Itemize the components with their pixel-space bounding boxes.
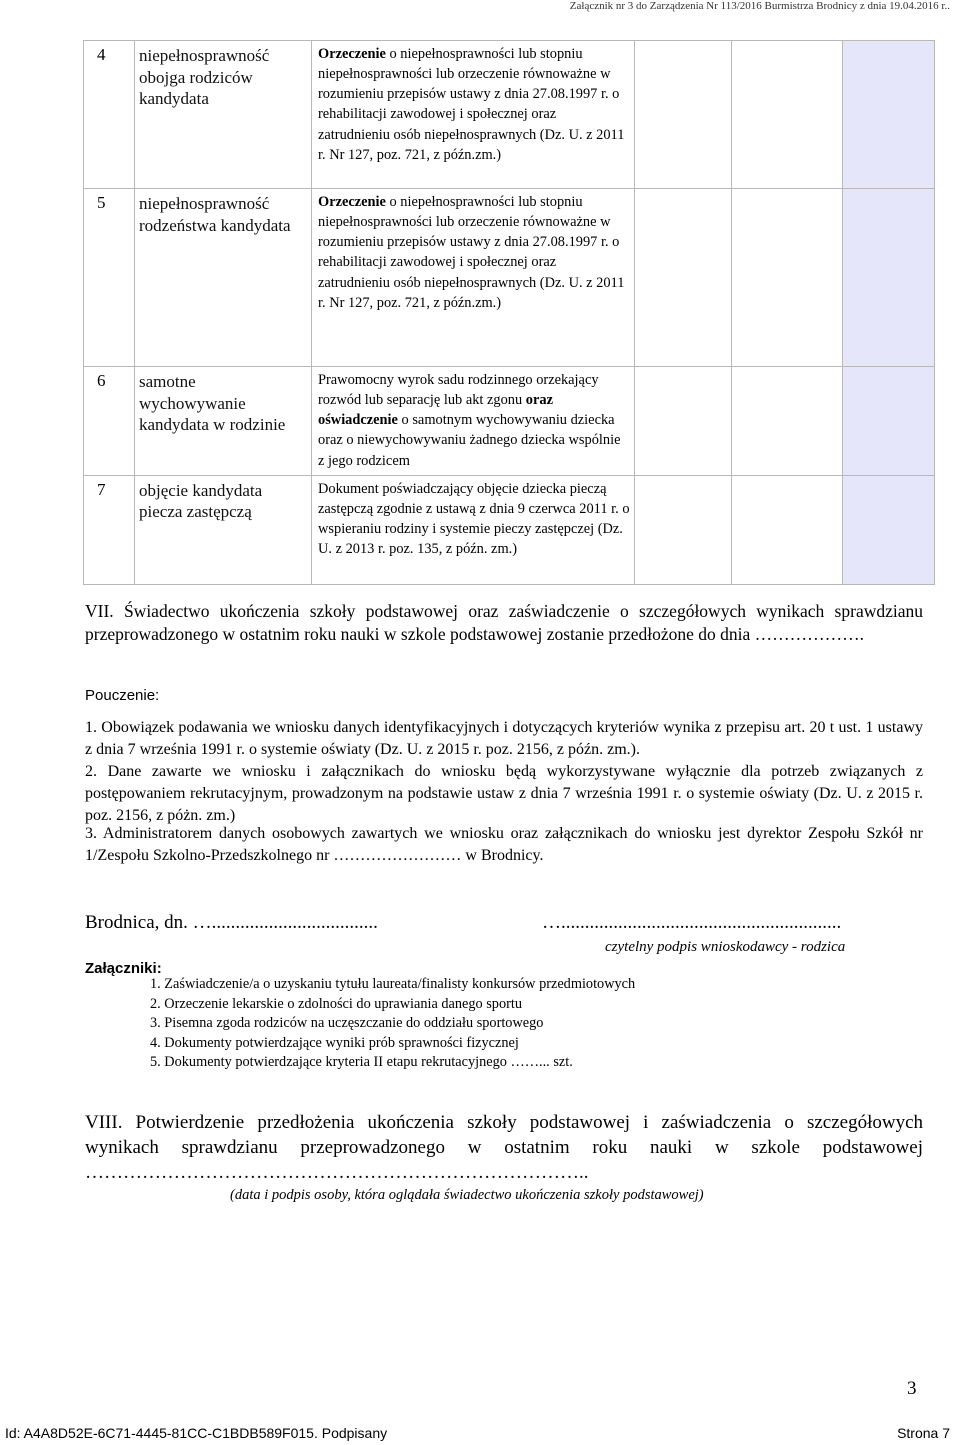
attachments-list bbox=[150, 975, 635, 1073]
empty-cell bbox=[732, 475, 843, 584]
doc-text: o niepełnosprawności lub stopniu niepełnosprawności lub orzeczenie równoważne w rozumieniu przepisów ustawy z dnia 27.08.1997 r. o rehabilitacji zawodowej i społecznej oraz zatrudnieniu osób niepełnosprawnych (Dz. U. z 2011 r. Nr 127, poz. 721, z późn.zm.) bbox=[318, 194, 625, 311]
document-header: Załącznik nr 3 do Zarządzenia Nr 113/2016 Burmistrza Brodnicy z dnia 19.04.2016 r.. bbox=[569, 0, 950, 12]
instructions-heading: Pouczenie: bbox=[85, 687, 160, 704]
empty-cell bbox=[732, 189, 843, 367]
doc-bold: oraz bbox=[525, 392, 553, 409]
shaded-cell bbox=[843, 367, 935, 476]
place-date: Brodnica, dn. …................................... bbox=[85, 912, 378, 933]
criterion-name: samotne wychowywanie kandydata w rodzinie bbox=[135, 367, 312, 476]
section-vii: VII. Świadectwo ukończenia szkoły podstawowej oraz zaświadczenie o szczegółowych wynikach sprawdzianu przeprowadzonego w ostatnim roku nauki w szkole podstawowej zostanie przedłożone do dnia ………………. bbox=[85, 601, 923, 645]
shaded-cell bbox=[843, 189, 935, 367]
instruction-3: 3. Administratorem danych osobowych zawartych we wniosku oraz załącznikach do wniosku jest dyrektor Zespołu Szkół nr 1/Zespołu Szkolno-Przedszkolnego nr …………………… w Brodnicy. bbox=[85, 825, 923, 864]
required-document bbox=[312, 41, 635, 189]
row-number: 5 bbox=[84, 189, 135, 367]
footer-page: Strona 7 bbox=[897, 1425, 950, 1441]
empty-cell bbox=[635, 189, 732, 367]
list-item: 2. Orzeczenie lekarskie o zdolności do uprawiania danego sportu bbox=[150, 995, 522, 1012]
list-item: 4. Dokumenty potwierdzające wyniki prób sprawności fizycznej bbox=[150, 1034, 519, 1051]
row-number: 4 bbox=[84, 41, 135, 189]
table-row bbox=[84, 475, 935, 584]
criterion-name: niepełnosprawność obojga rodziców kandydata bbox=[135, 41, 312, 189]
signature-line: …........................................................... bbox=[542, 912, 842, 933]
required-document: Dokument poświadczający objęcie dziecka pieczą zastępczą zgodnie z ustawą z dnia 9 czerwca 2011 r. o wspieraniu rodziny i systemie pieczy zastępczej (Dz. U. z 2013 r. poz. 135, z późn. zm.) bbox=[312, 475, 635, 584]
shaded-cell bbox=[843, 475, 935, 584]
criterion-name: objęcie kandydata piecza zastępczą bbox=[135, 475, 312, 584]
list-item: 1. Zaświadczenie/a o uzyskaniu tytułu laureata/finalisty konkursów przedmiotowych bbox=[150, 976, 636, 992]
table-row bbox=[84, 41, 935, 189]
doc-text: o samotnym wychowywaniu dziecka oraz o niewychowywaniu żadnego dziecka wspólnie z jego rodzicem bbox=[318, 412, 621, 469]
doc-text: o niepełnosprawności lub stopniu niepełnosprawności lub orzeczenie równoważne w rozumieniu przepisów ustawy z dnia 27.08.1997 r. o rehabilitacji zawodowej i społecznej oraz zatrudnieniu osób niepełnosprawnych (Dz. U. z 2011 r. Nr 127, poz. 721, z późn.zm.) bbox=[318, 46, 625, 163]
section-viii-caption: (data i podpis osoby, która oglądała świadectwo ukończenia szkoły podstawowej) bbox=[230, 1187, 704, 1203]
doc-bold: Orzeczenie bbox=[318, 194, 386, 210]
doc-text: Prawomocny wyrok sadu rodzinnego orzekający rozwód lub separację lub akt zgonu bbox=[318, 372, 599, 409]
page-number: 3 bbox=[907, 1378, 917, 1399]
empty-cell bbox=[635, 367, 732, 476]
footer-id: Id: A4A8D52E-6C71-4445-81CC-C1BDB589F015. Podpisany bbox=[5, 1425, 388, 1441]
doc-bold: oświadczenie bbox=[318, 412, 398, 429]
signature-caption: czytelny podpis wnioskodawcy - rodzica bbox=[605, 939, 846, 955]
empty-cell bbox=[635, 475, 732, 584]
list-item: 3. Pisemna zgoda rodziców na uczęszczanie do oddziału sportowego bbox=[150, 1015, 544, 1032]
criterion-name: niepełnosprawność rodzeństwa kandydata bbox=[135, 189, 312, 367]
doc-bold: Orzeczenie bbox=[318, 46, 386, 62]
row-number: 6 bbox=[84, 367, 135, 476]
required-document bbox=[312, 367, 635, 476]
instruction-2: 2. Dane zawarte we wniosku i załącznikach do wniosku będą wykorzystywane wyłącznie dla potrzeb związanych z postępowaniem rekrutacyjnym, prowadzonym na podstawie ustaw z dnia 7 września 1991 r. o systemie oświaty (Dz. U. z 2015 r. poz. 2156, z póżn. zm.) bbox=[85, 763, 923, 824]
row-number: 7 bbox=[84, 475, 135, 584]
attachments-heading: Załączniki: bbox=[85, 960, 162, 977]
list-item: 5. Dokumenty potwierdzające kryteria II etapu rekrutacyjnego ……... szt. bbox=[150, 1054, 573, 1071]
required-document bbox=[312, 189, 635, 367]
shaded-cell bbox=[843, 41, 935, 189]
empty-cell bbox=[732, 41, 843, 189]
instruction-1: 1. Obowiązek podawania we wniosku danych identyfikacyjnych i dotyczących kryteriów wynika z przepisu art. 20 t ust. 1 ustawy z dnia 7 września 1991 r. o systemie oświaty (Dz. U. z 2015 r. poz. 2156, z późn. zm.). bbox=[85, 719, 923, 758]
empty-cell bbox=[635, 41, 732, 189]
empty-cell bbox=[732, 367, 843, 476]
table-row bbox=[84, 367, 935, 476]
table-row bbox=[84, 189, 935, 367]
criteria-table bbox=[83, 40, 935, 585]
section-viii: VIII. Potwierdzenie przedłożenia ukończenia szkoły podstawowej i zaświadczenia o szczegółowych wynikach sprawdzianu przeprowadzonego w ostatnim roku nauki w szkole podstawowej …………………………………………………………………….. bbox=[85, 1112, 923, 1184]
